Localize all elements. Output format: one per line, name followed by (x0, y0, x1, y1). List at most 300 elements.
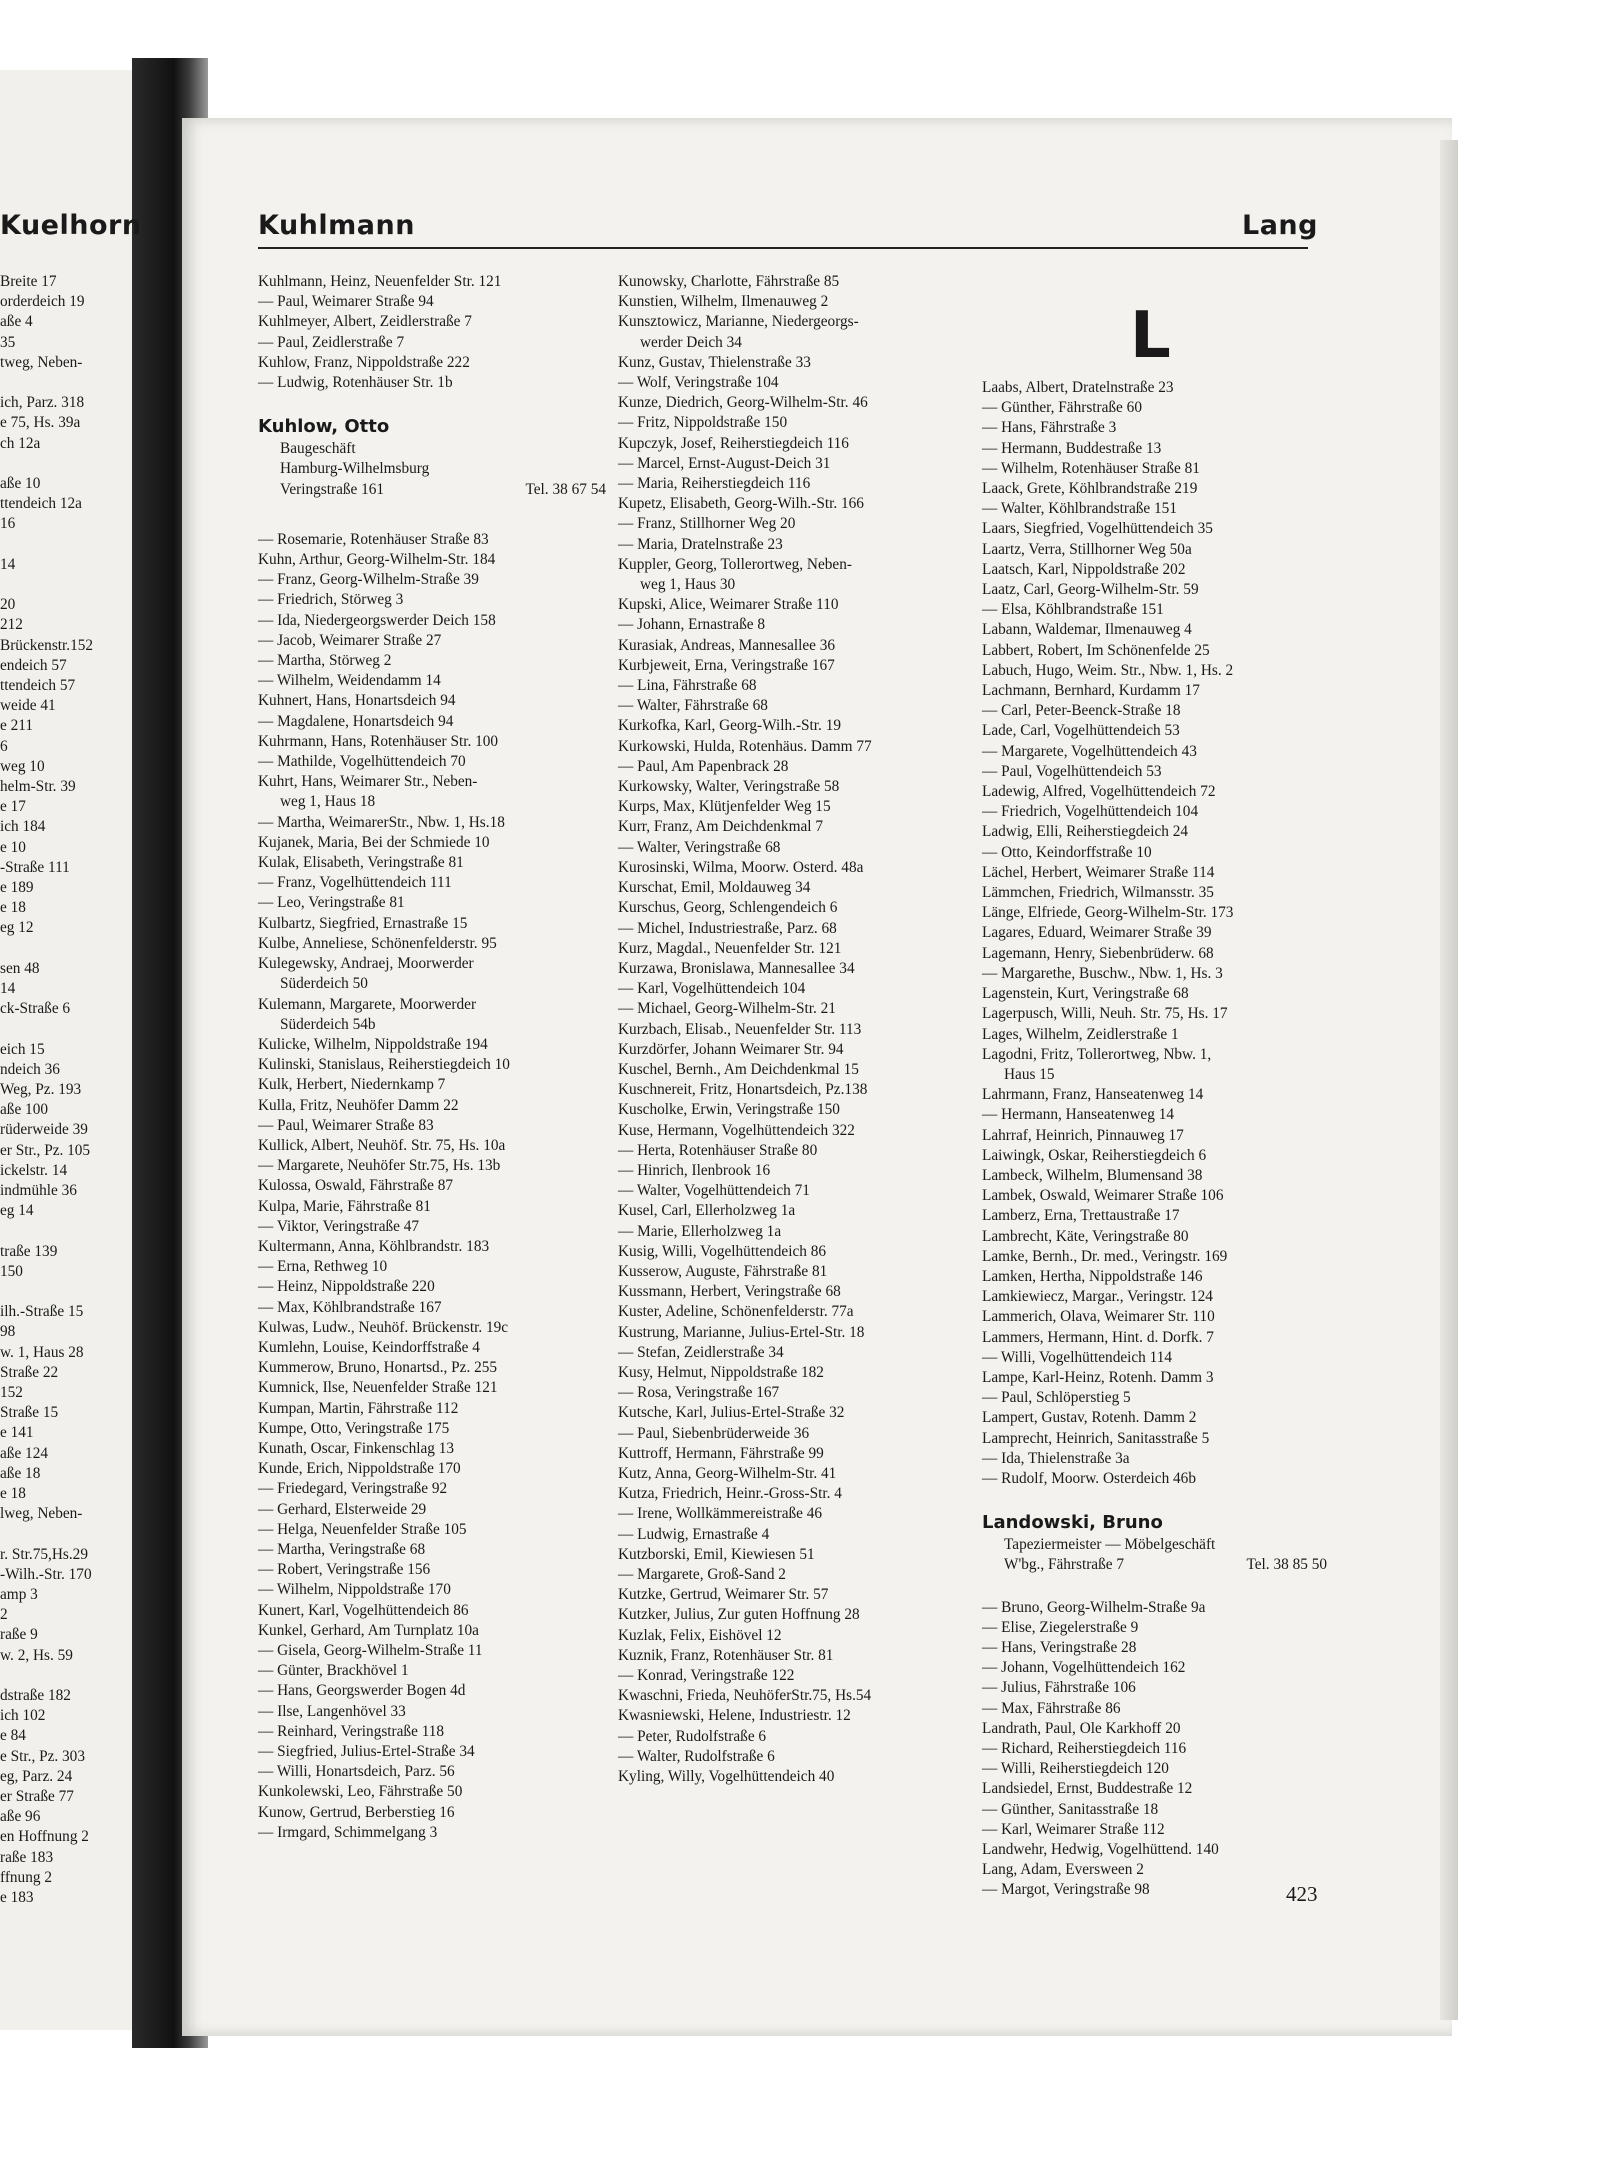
directory-entry: Kumpan, Martin, Fährstraße 112 (258, 1399, 459, 1417)
ad-line: Baugeschäft (280, 440, 356, 458)
directory-entry: — Hans, Georgswerder Bogen 4d (258, 1682, 466, 1700)
directory-entry: eg, Parz. 24 (0, 1767, 73, 1785)
directory-entry: — Erna, Rethweg 10 (258, 1258, 388, 1276)
directory-entry: — Ida, Thielenstraße 3a (982, 1449, 1130, 1467)
directory-entry: Kurkowsky, Walter, Veringstraße 58 (618, 778, 840, 796)
directory-entry: Lachmann, Bernhard, Kurdamm 17 (982, 682, 1200, 700)
directory-entry: er Str., Pz. 105 (0, 1141, 91, 1159)
directory-entry: Kurps, Max, Klütjenfelder Weg 15 (618, 798, 831, 816)
directory-entry: 16 (0, 515, 16, 533)
directory-entry (0, 1666, 150, 1686)
directory-entry: — Margarete, Vogelhüttendeich 43 (982, 742, 1197, 760)
directory-entry: e 211 (0, 717, 33, 735)
directory-entry: Süderdeich 54b (280, 1015, 376, 1033)
section-letter: L (1130, 299, 1171, 373)
directory-entry: — Paul, Siebenbrüderweide 36 (618, 1424, 810, 1442)
directory-entry: Labuch, Hugo, Weim. Str., Nbw. 1, Hs. 2 (982, 661, 1234, 679)
directory-entry: Weg, Pz. 193 (0, 1081, 82, 1099)
directory-entry: — Walter, Veringstraße 68 (618, 838, 781, 856)
directory-entry: Kujanek, Maria, Bei der Schmiede 10 (258, 833, 490, 851)
directory-entry (0, 373, 150, 393)
directory-entry: raße 183 (0, 1848, 54, 1866)
directory-entry: Länge, Elfriede, Georg-Wilhelm-Str. 173 (982, 904, 1234, 922)
directory-entry (0, 1019, 150, 1039)
directory-entry: — Günther, Sanitasstraße 18 (982, 1800, 1159, 1818)
directory-entry: — Franz, Stillhorner Weg 20 (618, 515, 796, 533)
directory-entry: e 75, Hs. 39a (0, 414, 81, 432)
running-head-right: Lang (1242, 210, 1318, 241)
directory-entry: — Paul, Vogelhüttendeich 53 (982, 762, 1162, 780)
directory-entry: Kutz, Anna, Georg-Wilhelm-Str. 41 (618, 1464, 837, 1482)
directory-entry: Kuschnereit, Fritz, Honartsdeich, Pz.138 (618, 1081, 868, 1099)
directory-entry: ffnung 2 (0, 1868, 52, 1886)
directory-entry: — Willi, Vogelhüttendeich 114 (982, 1348, 1173, 1366)
directory-entry: weide 41 (0, 697, 56, 715)
directory-entry: ttendeich 57 (0, 677, 76, 694)
directory-entry: e 183 (0, 1889, 34, 1907)
directory-entry: Kurasiak, Andreas, Mannesallee 36 (618, 636, 836, 654)
directory-entry: Kurschus, Georg, Schlengendeich 6 (618, 899, 838, 917)
directory-entry: werder Deich 34 (640, 333, 742, 351)
directory-entry: — Richard, Reiherstiegdeich 116 (982, 1740, 1187, 1757)
directory-entry: — Marcel, Ernst-August-Deich 31 (618, 454, 831, 472)
ad-line: Tapeziermeister — Möbelgeschäft (1004, 1536, 1216, 1554)
column-2 (618, 272, 966, 1787)
directory-entry: Kupetz, Elisabeth, Georg-Wilh.-Str. 166 (618, 495, 864, 513)
directory-entry: Kulossa, Oswald, Fährstraße 87 (258, 1177, 454, 1195)
directory-entry: -Straße 111 (0, 858, 70, 876)
directory-entry: — Friedrich, Vogelhüttendeich 104 (982, 803, 1199, 821)
directory-entry: — Günther, Fährstraße 60 (982, 399, 1142, 417)
directory-entry: Kurkowski, Hulda, Rotenhäus. Damm 77 (618, 737, 872, 755)
directory-entry: — Helga, Neuenfelder Straße 105 (258, 1520, 467, 1538)
directory-entry: Kuhnert, Hans, Honartsdeich 94 (258, 692, 456, 710)
directory-entry: Kuhlmeyer, Albert, Zeidlerstraße 7 (258, 313, 472, 331)
directory-entry: — Martha, Störweg 2 (258, 652, 392, 670)
entries-block (982, 378, 1327, 1489)
directory-entry: — Carl, Peter-Beenck-Straße 18 (982, 702, 1181, 720)
directory-entry: Kuppler, Georg, Tollerortweg, Neben- (618, 555, 852, 573)
directory-entry: — Irmgard, Schimmelgang 3 (258, 1823, 438, 1841)
directory-entry: — Paul, Zeidlerstraße 7 (258, 333, 405, 351)
ad-address: W'bg., Fährstraße 7 (1004, 1556, 1124, 1574)
directory-entry: Lächel, Herbert, Weimarer Straße 114 (982, 863, 1215, 881)
directory-entry: Laatz, Carl, Georg-Wilhelm-Str. 59 (982, 581, 1199, 599)
directory-entry: Lagodni, Fritz, Tollerortweg, Nbw. 1, (982, 1045, 1212, 1063)
directory-entry: — Franz, Georg-Wilhelm-Straße 39 (258, 571, 479, 589)
directory-entry: Lamke, Bernh., Dr. med., Veringstr. 169 (982, 1247, 1228, 1265)
directory-entry: Kurkofka, Karl, Georg-Wilh.-Str. 19 (618, 717, 841, 735)
directory-entry: Kulbe, Anneliese, Schönenfelderstr. 95 (258, 934, 497, 952)
directory-entry: — Marie, Ellerholzweg 1a (618, 1222, 782, 1240)
directory-entry: — Margarete, Groß-Sand 2 (618, 1566, 786, 1583)
directory-entry: — Wilhelm, Nippoldstraße 170 (258, 1581, 451, 1599)
directory-entry: — Walter, Köhlbrandstraße 151 (982, 500, 1177, 518)
directory-entry: — Michel, Industriestraße, Parz. 68 (618, 919, 837, 937)
directory-entry: — Jacob, Weimarer Straße 27 (258, 631, 442, 649)
directory-entry: Lagemann, Henry, Siebenbrüderw. 68 (982, 944, 1214, 962)
directory-entry: Kuschel, Bernh., Am Deichdenkmal 15 (618, 1060, 859, 1078)
directory-entry: Laartz, Verra, Stillhorner Weg 50a (982, 540, 1192, 558)
directory-entry: Kunowsky, Charlotte, Fährstraße 85 (618, 273, 840, 290)
directory-entry: Laatsch, Karl, Nippoldstraße 202 (982, 560, 1186, 578)
directory-entry: Lang, Adam, Eversween 2 (982, 1861, 1144, 1879)
directory-entry: ttendeich 12a (0, 495, 82, 513)
directory-entry: traße 139 (0, 1242, 58, 1260)
directory-entry: Kunath, Oscar, Finkenschlag 13 (258, 1439, 455, 1457)
directory-entry (0, 575, 150, 595)
directory-entry: e 18 (0, 1485, 26, 1503)
directory-entry: Lagares, Eduard, Weimarer Straße 39 (982, 924, 1212, 942)
directory-entry: — Max, Fährstraße 86 (982, 1699, 1121, 1717)
directory-entry: Kunstien, Wilhelm, Ilmenauweg 2 (618, 293, 829, 311)
directory-entry: — Paul, Weimarer Straße 94 (258, 293, 434, 311)
directory-entry: Kusserow, Auguste, Fährstraße 81 (618, 1262, 828, 1280)
directory-entry: Kurzdörfer, Johann Weimarer Str. 94 (618, 1040, 844, 1058)
directory-entry: Kurosinski, Wilma, Moorw. Osterd. 48a (618, 858, 864, 876)
directory-entry: Kupczyk, Josef, Reiherstiegdeich 116 (618, 434, 849, 452)
ad-name: Kuhlow, Otto (258, 416, 390, 438)
directory-entry: w. 1, Haus 28 (0, 1343, 84, 1361)
directory-entry: Laiwingk, Oskar, Reiherstiegdeich 6 (982, 1146, 1207, 1164)
directory-entry: e 17 (0, 798, 26, 816)
directory-entry: e Str., Pz. 303 (0, 1747, 85, 1765)
directory-entry: Kutzke, Gertrud, Weimarer Str. 57 (618, 1586, 829, 1604)
directory-entry: 212 (0, 616, 23, 634)
directory-entry: — Robert, Veringstraße 156 (258, 1561, 431, 1579)
directory-entry: 2 (0, 1606, 8, 1624)
directory-entry: Kurzawa, Bronislawa, Mannesallee 34 (618, 959, 855, 977)
directory-entry: e 84 (0, 1727, 26, 1745)
directory-entry: — Max, Köhlbrandstraße 167 (258, 1298, 442, 1316)
directory-entry: Brückenstr.152 (0, 636, 94, 654)
directory-entry: ilh.-Straße 15 (0, 1303, 84, 1321)
directory-entry: Kutzborski, Emil, Kiewiesen 51 (618, 1545, 815, 1563)
directory-entry: Kuznik, Franz, Rotenhäuser Str. 81 (618, 1646, 834, 1664)
directory-entry: Kurzbach, Elisab., Neuenfelder Str. 113 (618, 1020, 862, 1038)
directory-entry (0, 535, 150, 555)
directory-entry: Landwehr, Hedwig, Vogelhüttend. 140 (982, 1841, 1219, 1859)
directory-entry: Kumlehn, Louise, Keindorffstraße 4 (258, 1338, 480, 1356)
directory-entry (0, 939, 150, 959)
directory-entry: ck-Straße 6 (0, 1000, 71, 1018)
directory-entry: Kunow, Gertrud, Berberstieg 16 (258, 1803, 455, 1821)
directory-entry: — Walter, Vogelhüttendeich 71 (618, 1182, 810, 1200)
directory-entry: Labann, Waldemar, Ilmenauweg 4 (982, 621, 1192, 639)
directory-entry: Lambrecht, Käte, Veringstraße 80 (982, 1227, 1189, 1245)
running-head-left: Kuhlmann (258, 210, 415, 241)
directory-entry: — Hans, Fährstraße 3 (982, 419, 1117, 437)
directory-entry: Kumpe, Otto, Veringstraße 175 (258, 1419, 450, 1437)
directory-entry: 20 (0, 596, 16, 614)
directory-entry: — Konrad, Veringstraße 122 (618, 1667, 795, 1685)
directory-entry: aße 18 (0, 1464, 41, 1482)
directory-entry: — Martha, WeimarerStr., Nbw. 1, Hs.18 (258, 813, 505, 831)
directory-entry: Kulemann, Margarete, Moorwerder (258, 995, 477, 1013)
directory-entry: Lade, Carl, Vogelhüttendeich 53 (982, 722, 1180, 740)
directory-entry: Kuhlow, Franz, Nippoldstraße 222 (258, 353, 470, 371)
directory-entry: — Otto, Keindorffstraße 10 (982, 843, 1152, 861)
directory-entry: — Margot, Veringstraße 98 (982, 1881, 1150, 1899)
directory-entry: — Wilhelm, Rotenhäuser Straße 81 (982, 459, 1200, 477)
directory-entry: Kuhrt, Hans, Weimarer Str., Neben- (258, 773, 478, 791)
ad-line: Hamburg-Wilhelmsburg (280, 460, 430, 478)
directory-entry: Kuhn, Arthur, Georg-Wilhelm-Str. 184 (258, 551, 496, 569)
directory-entry: helm-Str. 39 (0, 778, 76, 796)
directory-entry: Ladewig, Alfred, Vogelhüttendeich 72 (982, 783, 1216, 801)
directory-entry: Labbert, Robert, Im Schönenfelde 25 (982, 641, 1210, 659)
directory-entry: Straße 15 (0, 1404, 59, 1422)
directory-entry: — Mathilde, Vogelhüttendeich 70 (258, 753, 466, 771)
directory-entry: — Karl, Weimarer Straße 112 (982, 1820, 1165, 1838)
directory-entry: er Straße 77 (0, 1788, 74, 1806)
directory-entry (0, 1221, 150, 1241)
directory-entry: Kurbjeweit, Erna, Veringstraße 167 (618, 656, 835, 674)
directory-entry: Kullick, Albert, Neuhöf. Str. 75, Hs. 10a (258, 1136, 506, 1154)
directory-entry: aße 100 (0, 1101, 48, 1119)
directory-entry: — Michael, Georg-Wilhelm-Str. 21 (618, 1000, 836, 1018)
directory-entry: — Hermann, Buddestraße 13 (982, 439, 1162, 457)
directory-entry: Kulicke, Wilhelm, Nippoldstraße 194 (258, 1035, 488, 1053)
directory-entry: — Walter, Fährstraße 68 (618, 697, 768, 715)
directory-entry: — Magdalene, Honartsdeich 94 (258, 712, 454, 730)
ad-address: Veringstraße 161 (280, 480, 385, 498)
directory-entry: — Siegfried, Julius-Ertel-Straße 34 (258, 1743, 475, 1761)
directory-entry: — Johann, Vogelhüttendeich 162 (982, 1659, 1186, 1677)
entries-block (982, 1598, 1327, 1901)
directory-entry: amp 3 (0, 1586, 38, 1604)
directory-entry: — Rudolf, Moorw. Osterdeich 46b (982, 1469, 1196, 1487)
directory-entry: orderdeich 19 (0, 293, 85, 311)
directory-entry: — Friedegard, Veringstraße 92 (258, 1480, 448, 1498)
directory-entry: Kusy, Helmut, Nippoldstraße 182 (618, 1363, 824, 1381)
directory-entry: Kulak, Elisabeth, Veringstraße 81 (258, 854, 464, 872)
directory-entry: — Franz, Vogelhüttendeich 111 (258, 874, 452, 892)
directory-entry: Kuzlak, Felix, Eishövel 12 (618, 1626, 782, 1644)
directory-entry: Kwasniewski, Helene, Industriestr. 12 (618, 1707, 851, 1725)
ad-phone: Tel. 38 85 50 (1246, 1556, 1327, 1574)
directory-entry: Kultermann, Anna, Köhlbrandstr. 183 (258, 1237, 490, 1255)
directory-entry: Lamberz, Erna, Trettaustraße 17 (982, 1207, 1180, 1225)
directory-entry: Kulk, Herbert, Niedernkamp 7 (258, 1076, 446, 1094)
directory-entry: e 189 (0, 879, 34, 897)
directory-entry: Lampe, Karl-Heinz, Rotenh. Damm 3 (982, 1368, 1214, 1386)
directory-entry: 6 (0, 737, 8, 755)
directory-entry: ich 184 (0, 818, 46, 836)
directory-entry: Lampert, Gustav, Rotenh. Damm 2 (982, 1409, 1197, 1427)
directory-entry: — Margarete, Neuhöfer Str.75, Hs. 13b (258, 1157, 501, 1175)
directory-entry: Kusel, Carl, Ellerholzweg 1a (618, 1202, 796, 1220)
directory-entry: ich, Parz. 318 (0, 394, 85, 412)
directory-entry: weg 1, Haus 18 (280, 793, 376, 811)
directory-entry: — Paul, Weimarer Straße 83 (258, 1116, 434, 1134)
directory-entry: Kunz, Gustav, Thielenstraße 33 (618, 353, 811, 371)
directory-entry: Kuttroff, Hermann, Fährstraße 99 (618, 1444, 824, 1462)
directory-entry: Kummerow, Bruno, Honartsd., Pz. 255 (258, 1359, 498, 1377)
directory-entry: Kwaschni, Frieda, NeuhöferStr.75, Hs.54 (618, 1687, 872, 1705)
directory-entry: eg 12 (0, 919, 34, 937)
directory-entry: — Willi, Reiherstiegdeich 120 (982, 1760, 1169, 1778)
directory-entry: — Fritz, Nippoldstraße 150 (618, 414, 788, 432)
directory-entry: — Irene, Wollkämmereistraße 46 (618, 1505, 823, 1523)
directory-entry: — Ludwig, Rotenhäuser Str. 1b (258, 374, 453, 392)
advertisement-landowski (982, 1511, 1327, 1575)
directory-entry: Kuse, Hermann, Vogelhüttendeich 322 (618, 1121, 855, 1139)
directory-entry: — Bruno, Georg-Wilhelm-Straße 9a (982, 1598, 1206, 1616)
directory-entry: ich 102 (0, 1707, 46, 1725)
directory-entry: — Maria, Dratelnstraße 23 (618, 535, 783, 553)
directory-entry: — Heinz, Nippoldstraße 220 (258, 1278, 435, 1296)
directory-entry: indmühle 36 (0, 1182, 77, 1200)
directory-entry: — Friedrich, Störweg 3 (258, 591, 404, 609)
directory-entry: 35 (0, 333, 16, 351)
directory-entry: Lambek, Oswald, Weimarer Straße 106 (982, 1187, 1224, 1205)
directory-entry: Lamken, Hertha, Nippoldstraße 146 (982, 1267, 1203, 1285)
entries-block (618, 272, 966, 1787)
directory-entry: — Elsa, Köhlbrandstraße 151 (982, 601, 1164, 619)
previous-page-heading: Kuelhorn (0, 210, 142, 241)
directory-entry: — Karl, Vogelhüttendeich 104 (618, 980, 806, 998)
directory-entry: Kutsche, Karl, Julius-Ertel-Straße 32 (618, 1404, 845, 1422)
directory-entry: Kulegewsky, Andraej, Moorwerder (258, 955, 474, 973)
directory-entry: Landsiedel, Ernst, Buddestraße 12 (982, 1780, 1193, 1798)
directory-entry: Kulbartz, Siegfried, Ernastraße 15 (258, 914, 468, 932)
directory-entry: Kurschat, Emil, Moldauweg 34 (618, 879, 811, 897)
directory-entry: 14 (0, 555, 16, 573)
directory-entry: — Reinhard, Veringstraße 118 (258, 1722, 445, 1740)
directory-entry: Kunkolewski, Leo, Fährstraße 50 (258, 1783, 463, 1801)
directory-entry: — Johann, Ernastraße 8 (618, 616, 765, 634)
directory-entry: — Ludwig, Ernastraße 4 (618, 1525, 770, 1543)
directory-entry: e 141 (0, 1424, 34, 1442)
directory-entry: Lammerich, Olava, Weimarer Str. 110 (982, 1308, 1215, 1326)
directory-entry: — Herta, Rotenhäuser Straße 80 (618, 1141, 818, 1159)
directory-entry: — Elise, Ziegelerstraße 9 (982, 1618, 1139, 1636)
directory-entry: 14 (0, 980, 16, 998)
directory-entry: dstraße 182 (0, 1687, 71, 1705)
directory-entry: e 10 (0, 838, 26, 856)
directory-entry: ch 12a (0, 434, 41, 452)
directory-entry: — Rosemarie, Rotenhäuser Straße 83 (258, 530, 489, 548)
directory-entry: — Paul, Am Papenbrack 28 (618, 757, 789, 775)
ad-phone: Tel. 38 67 54 (525, 480, 606, 498)
directory-entry: tweg, Neben- (0, 353, 83, 371)
directory-entry: endeich 57 (0, 656, 67, 674)
directory-entry: Süderdeich 50 (280, 975, 368, 993)
directory-entry: Laack, Grete, Köhlbrandstraße 219 (982, 480, 1198, 498)
directory-entry: aße 4 (0, 313, 33, 331)
directory-entry: Lages, Wilhelm, Zeidlerstraße 1 (982, 1025, 1179, 1043)
ad-name: Landowski, Bruno (982, 1512, 1163, 1534)
column-3 (982, 378, 1327, 1901)
directory-entry: Kuster, Adeline, Schönenfelderstr. 77a (618, 1303, 854, 1321)
directory-entry: Kunert, Karl, Vogelhüttendeich 86 (258, 1601, 469, 1619)
directory-entry: Kurz, Magdal., Neuenfelder Str. 121 (618, 939, 842, 957)
previous-page-column (0, 272, 150, 1908)
directory-entry: ndeich 36 (0, 1060, 60, 1078)
directory-entry: Lahrmann, Franz, Hanseatenweg 14 (982, 1086, 1204, 1104)
directory-entry: w. 2, Hs. 59 (0, 1646, 73, 1664)
page-number: 423 (1286, 1882, 1318, 1906)
directory-entry: weg 10 (0, 757, 45, 775)
directory-entry: — Peter, Rudolfstraße 6 (618, 1727, 767, 1745)
directory-entry: 150 (0, 1262, 23, 1280)
directory-entry: — Stefan, Zeidlerstraße 34 (618, 1343, 784, 1361)
directory-entry (0, 454, 150, 474)
directory-entry: Lammers, Hermann, Hint. d. Dorfk. 7 (982, 1328, 1214, 1346)
column-1 (258, 272, 606, 1843)
directory-entry: eg 14 (0, 1202, 34, 1220)
directory-entry: Ladwig, Elli, Reiherstiegdeich 24 (982, 823, 1189, 841)
directory-entry: Lamkiewiecz, Margar., Veringstr. 124 (982, 1288, 1213, 1306)
directory-entry: Kuscholke, Erwin, Veringstraße 150 (618, 1101, 840, 1119)
directory-entry: Kumnick, Ilse, Neuenfelder Straße 121 (258, 1379, 498, 1397)
directory-entry: eich 15 (0, 1040, 45, 1058)
directory-entry: Laars, Siegfried, Vogelhüttendeich 35 (982, 520, 1213, 538)
directory-entry: Kustrung, Marianne, Julius-Ertel-Str. 18 (618, 1323, 865, 1341)
directory-entry: Kurr, Franz, Am Deichdenkmal 7 (618, 818, 823, 836)
directory-entry: Lambeck, Wilhelm, Blumensand 38 (982, 1166, 1203, 1184)
directory-entry: lweg, Neben- (0, 1505, 83, 1523)
directory-entry: rüderweide 39 (0, 1121, 88, 1139)
directory-entry: — Martha, Veringstraße 68 (258, 1540, 426, 1558)
directory-entry: -Wilh.-Str. 170 (0, 1565, 92, 1583)
directory-entry: Kussmann, Herbert, Veringstraße 68 (618, 1283, 841, 1301)
directory-entry: — Wolf, Veringstraße 104 (618, 374, 779, 392)
directory-entry: — Gisela, Georg-Wilhelm-Straße 11 (258, 1642, 483, 1659)
directory-entry: Kulwas, Ludw., Neuhöf. Brückenstr. 19c (258, 1318, 509, 1336)
directory-entry: Kulinski, Stanislaus, Reiherstiegdeich 10 (258, 1056, 510, 1074)
directory-entry: Kulpa, Marie, Fährstraße 81 (258, 1197, 431, 1215)
directory-entry: Kusig, Willi, Vogelhüttendeich 86 (618, 1242, 827, 1260)
directory-entry: r. Str.75,Hs.29 (0, 1545, 88, 1563)
header-rule (258, 247, 1308, 249)
directory-entry: Breite 17 (0, 273, 57, 290)
directory-entry: — Willi, Honartsdeich, Parz. 56 (258, 1763, 455, 1781)
directory-entry: Kyling, Willy, Vogelhüttendeich 40 (618, 1768, 835, 1786)
directory-entry: Lahrraf, Heinrich, Pinnauweg 17 (982, 1126, 1184, 1144)
directory-entry: — Julius, Fährstraße 106 (982, 1679, 1136, 1697)
directory-entry: — Paul, Schlöperstieg 5 (982, 1389, 1131, 1407)
directory-entry: aße 96 (0, 1808, 41, 1826)
directory-entry: Haus 15 (1004, 1065, 1055, 1083)
directory-entry (0, 1282, 150, 1302)
directory-entry: — Lina, Fährstraße 68 (618, 677, 757, 695)
directory-entry: ickelstr. 14 (0, 1161, 68, 1179)
directory-entry: — Walter, Rudolfstraße 6 (618, 1747, 775, 1765)
directory-entry: Kunsztowicz, Marianne, Niedergeorgs- (618, 313, 859, 331)
directory-entry: — Gerhard, Elsterweide 29 (258, 1500, 427, 1518)
directory-entry: raße 9 (0, 1626, 38, 1644)
directory-entry: Kunkel, Gerhard, Am Turnplatz 10a (258, 1621, 479, 1639)
directory-entry: sen 48 (0, 959, 40, 977)
directory-entry: Lagenstein, Kurt, Veringstraße 68 (982, 985, 1189, 1003)
directory-entry: — Maria, Reiherstiegdeich 116 (618, 475, 811, 493)
advertisement-kuhlow (258, 415, 606, 500)
directory-entry: — Ida, Niedergeorgswerder Deich 158 (258, 611, 496, 629)
directory-entry: — Wilhelm, Weidendamm 14 (258, 672, 441, 690)
directory-entry: Landrath, Paul, Ole Karkhoff 20 (982, 1719, 1181, 1737)
directory-entry: Kupski, Alice, Weimarer Straße 110 (618, 596, 839, 614)
directory-entry: Kutzker, Julius, Zur guten Hoffnung 28 (618, 1606, 860, 1624)
directory-entry: Lamprecht, Heinrich, Sanitasstraße 5 (982, 1429, 1210, 1447)
directory-entry: e 18 (0, 899, 26, 917)
directory-entry (0, 1524, 150, 1544)
directory-entry: Lagerpusch, Willi, Neuh. Str. 75, Hs. 17 (982, 1005, 1228, 1023)
entries-block (258, 530, 606, 1843)
directory-entry: Laabs, Albert, Dratelnstraße 23 (982, 379, 1174, 396)
entries-block (258, 272, 606, 393)
